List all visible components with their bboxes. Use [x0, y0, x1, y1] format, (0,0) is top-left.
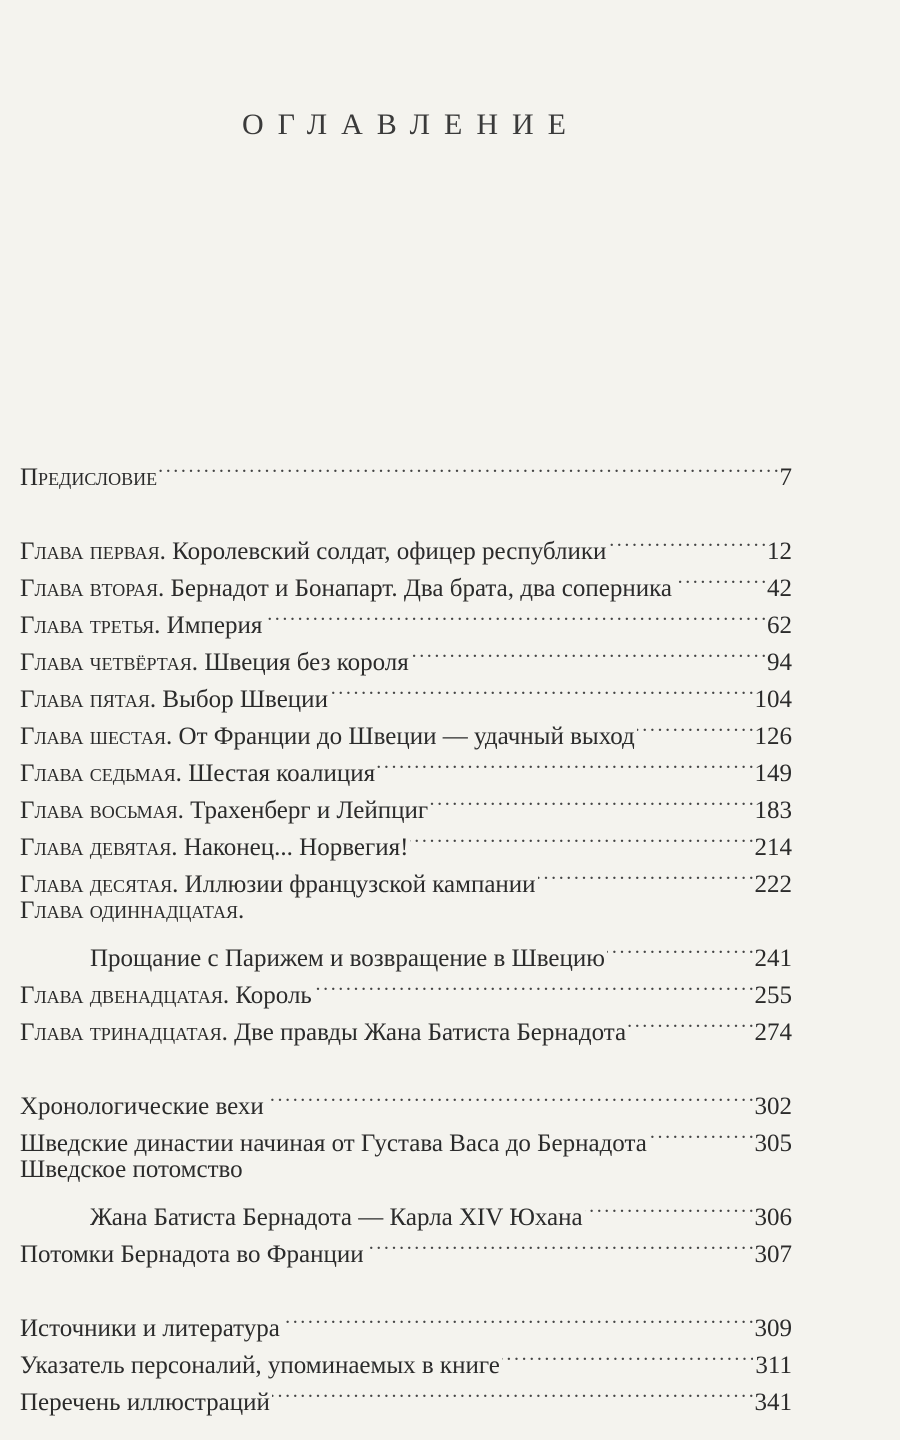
page-number: 12: [767, 538, 792, 565]
dot-leader: [607, 929, 753, 966]
chapter-number: Глава вторая.: [20, 575, 165, 602]
toc-entry-title: [20, 1310, 280, 1347]
dot-leader: [264, 596, 765, 633]
chapter-number: Глава седьмая.: [20, 760, 182, 787]
chapter-title: Перечень иллюстраций: [20, 1389, 270, 1416]
dot-leader: [430, 781, 752, 818]
chapter-number: Глава четвёртая.: [20, 649, 199, 676]
dot-leader: [411, 633, 765, 670]
table-of-contents: [20, 448, 792, 1416]
dot-leader: [628, 1003, 752, 1040]
dot-leader: [159, 448, 777, 485]
chapter-number: Глава одиннадцатая.: [20, 897, 245, 924]
toc-entry: [20, 1299, 792, 1342]
chapter-number: Глава десятая.: [20, 871, 179, 898]
chapter-title: Трахенберг и Лейпциг: [190, 797, 429, 824]
chapter-title: Источники и литература: [20, 1315, 280, 1342]
chapter-title: Шестая коалиция: [188, 760, 376, 787]
chapter-title: Указатель персоналий, упоминаемых в книге: [20, 1352, 500, 1379]
page-number: 104: [754, 686, 792, 713]
dot-leader: [314, 966, 753, 1003]
chapter-number: Глава девятая.: [20, 834, 178, 861]
chapter-title: Швеция без короля: [204, 649, 409, 676]
chapter-number: Глава двенадцатая.: [20, 982, 230, 1009]
page-number: 183: [754, 797, 792, 824]
toc-entry-title: [20, 977, 312, 1014]
page-number: 126: [754, 723, 792, 750]
dot-leader: [637, 707, 753, 744]
dot-leader: [330, 670, 753, 707]
page-number: 94: [767, 649, 792, 676]
chapter-title: Предисловие: [20, 464, 158, 491]
chapter-title: Две правды Жана Батиста Бернадота: [234, 1019, 627, 1046]
toc-entry-title: [20, 533, 606, 570]
dot-leader: [377, 744, 752, 781]
toc-section: [20, 522, 792, 1046]
chapter-title: Империя: [166, 612, 263, 639]
dot-leader: [410, 818, 752, 855]
dot-leader: [538, 855, 753, 892]
toc-entry-title: [20, 1236, 364, 1273]
page-number: 214: [754, 834, 792, 861]
toc-entry-title: [20, 607, 262, 644]
dot-leader: [282, 1299, 753, 1336]
chapter-number: Глава шестая.: [20, 723, 173, 750]
page-number: 307: [754, 1241, 792, 1268]
dot-leader: [649, 1114, 753, 1151]
dot-leader: [272, 1373, 753, 1410]
chapter-title: Потомки Бернадота во Франции: [20, 1241, 364, 1268]
page-number: 241: [754, 945, 792, 972]
chapter-number: Глава третья.: [20, 612, 161, 639]
chapter-title: Прощание с Парижем и возвращение в Швецию: [90, 945, 605, 972]
dot-leader: [585, 1188, 753, 1225]
page-number: 311: [755, 1352, 792, 1379]
toc-entry-title: [20, 792, 428, 829]
chapter-number: Глава пятая.: [20, 686, 157, 713]
toc-section: [20, 448, 792, 491]
chapter-number: Глава первая.: [20, 538, 166, 565]
page-number: 309: [754, 1315, 792, 1342]
toc-section: [20, 1299, 792, 1416]
page-number: 222: [754, 871, 792, 898]
toc-entry: [20, 929, 792, 972]
dot-leader: [502, 1336, 754, 1373]
chapter-title: Король: [235, 982, 312, 1009]
page-number: 7: [779, 464, 792, 491]
toc-entry-title: [20, 1088, 264, 1125]
dot-leader: [266, 1077, 753, 1114]
page-number: 306: [754, 1204, 792, 1231]
chapter-title: Наконец... Норвегия!: [183, 834, 409, 861]
chapter-title: Иллюзии французской кампании: [184, 871, 536, 898]
page-number: 274: [754, 1019, 792, 1046]
dot-leader: [674, 559, 765, 596]
toc-entry: [20, 522, 792, 565]
toc-entry-title: [20, 1151, 243, 1188]
page-number: 302: [754, 1093, 792, 1120]
toc-entry-title: [20, 681, 328, 718]
chapter-title: Бернадот и Бонапарт. Два брата, два соперника: [170, 575, 672, 602]
toc-entry: [20, 1188, 792, 1231]
chapter-title: От Франции до Швеции — удачный выход: [178, 723, 635, 750]
chapter-title: Жана Батиста Бернадота — Карла XIV Юхана: [90, 1204, 583, 1231]
page-number: 62: [767, 612, 792, 639]
toc-entry-title: [20, 459, 157, 496]
chapter-number: Глава тринадцатая.: [20, 1019, 228, 1046]
page-number: 305: [754, 1130, 792, 1157]
toc-entry-title: [20, 755, 375, 792]
chapter-title: Хронологические вехи: [20, 1093, 264, 1120]
toc-entry: [20, 448, 792, 491]
page-title: ОГЛАВЛЕНИЕ: [242, 108, 580, 142]
toc-entry: [20, 1077, 792, 1120]
toc-entry-title: [20, 829, 408, 866]
chapter-title: Шведское потомство: [20, 1156, 243, 1183]
chapter-title: Королевский солдат, офицер республики: [172, 538, 607, 565]
chapter-number: Глава восьмая.: [20, 797, 184, 824]
page-number: 255: [754, 982, 792, 1009]
toc-section: [20, 1077, 792, 1268]
dot-leader: [366, 1225, 753, 1262]
toc-entry-title: [20, 892, 244, 929]
page-number: 341: [754, 1389, 792, 1416]
toc-entry-title: [20, 1384, 270, 1421]
page-number: 42: [767, 575, 792, 602]
dot-leader: [608, 522, 765, 559]
chapter-title: Шведские династии начиная от Густава Васа до Бернадота: [20, 1130, 647, 1157]
toc-entry-title: [20, 1014, 626, 1051]
chapter-title: Выбор Швеции: [162, 686, 328, 713]
page-number: 149: [754, 760, 792, 787]
